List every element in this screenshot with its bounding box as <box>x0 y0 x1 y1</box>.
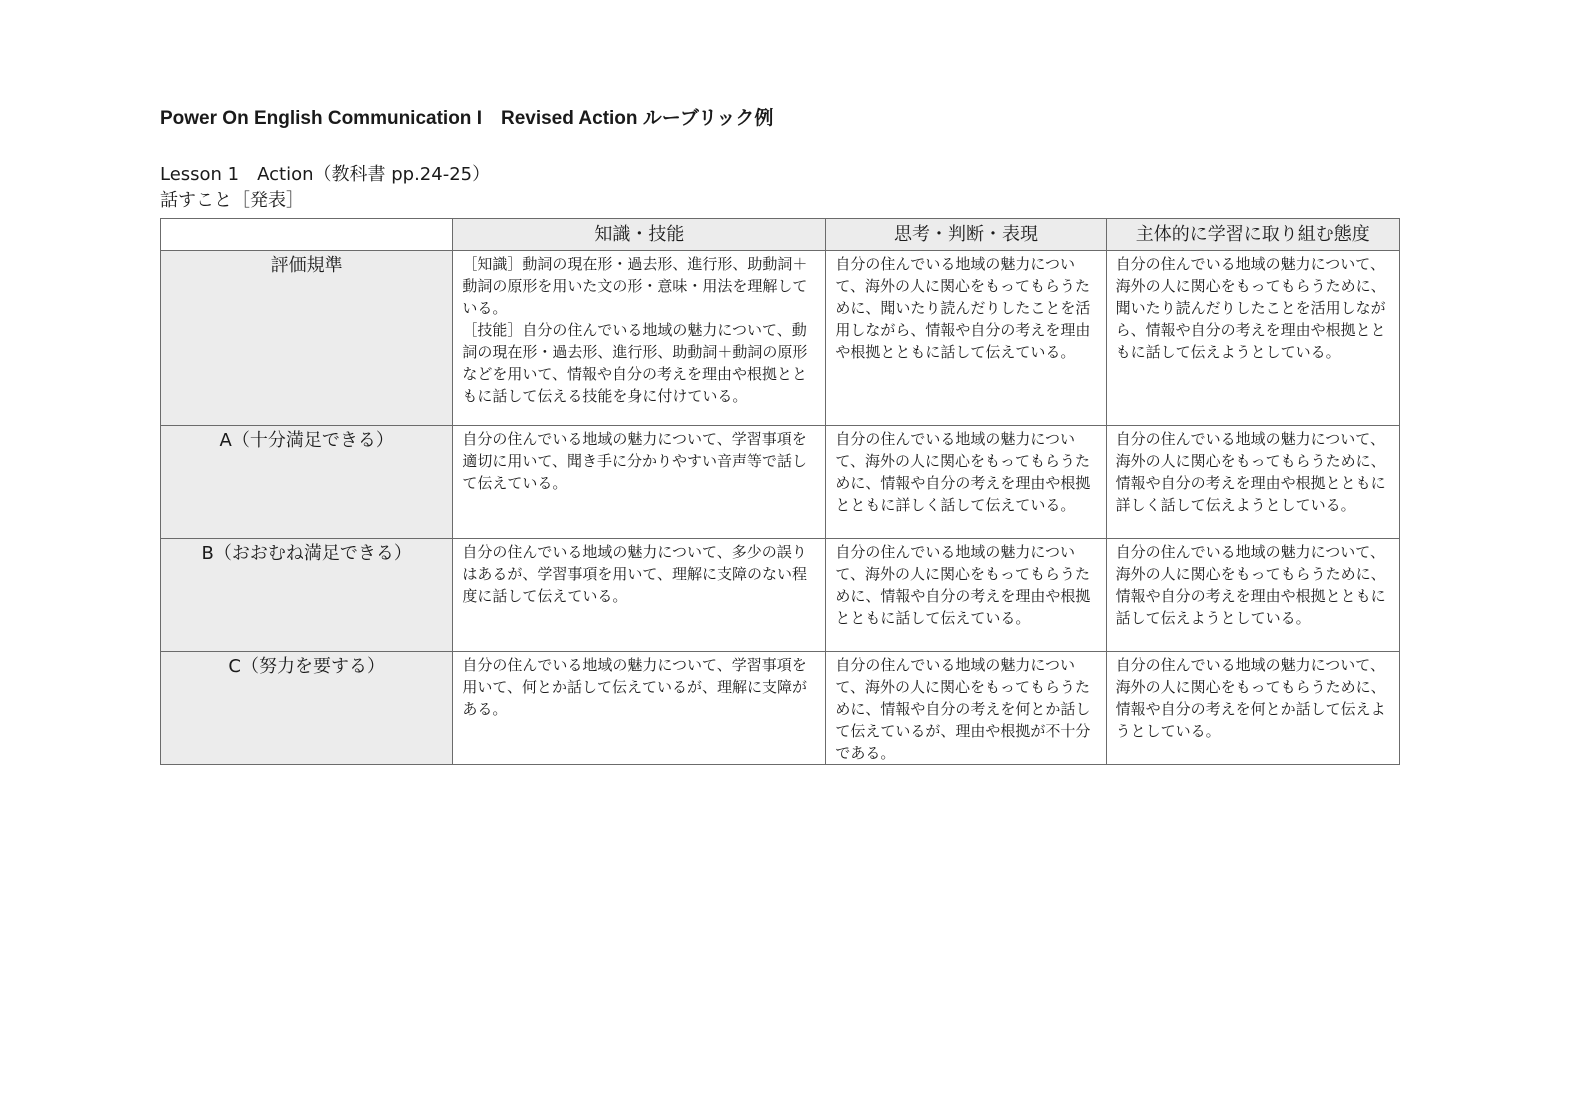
table-row-level-a <box>161 426 1400 539</box>
table-row-level-b <box>161 539 1400 652</box>
cell-a-attitude: 自分の住んでいる地域の魅力について、海外の人に関心をもってもらうために、情報や自分の考えを理由や根拠とともに詳しく話して伝えようとしている。 <box>1106 426 1399 539</box>
row-label-level-c: C（努力を要する） <box>161 652 453 765</box>
document-page <box>160 104 1400 765</box>
cell-b-knowledge: 自分の住んでいる地域の魅力について、多少の誤りはあるが、学習事項を用いて、理解に支障のない程度に話して伝えている。 <box>453 539 826 652</box>
row-label-level-a: A（十分満足できる） <box>161 426 453 539</box>
knowledge-paragraph: ［知識］動詞の現在形・過去形、進行形、助動詞＋動詞の原形を用いた文の形・意味・用法を理解している。 <box>462 255 808 317</box>
header-proactive-attitude: 主体的に学習に取り組む態度 <box>1106 219 1399 251</box>
cell-a-knowledge: 自分の住んでいる地域の魅力について、学習事項を適切に用いて、聞き手に分かりやすい音声等で話して伝えている。 <box>453 426 826 539</box>
cell-a-thinking: 自分の住んでいる地域の魅力について、海外の人に関心をもってもらうために、情報や自分の考えを理由や根拠とともに詳しく話して伝えている。 <box>826 426 1106 539</box>
header-thinking-judgment-expression: 思考・判断・表現 <box>826 219 1106 251</box>
rubric-table <box>160 218 1400 765</box>
skills-paragraph: ［技能］自分の住んでいる地域の魅力について、動詞の現在形・過去形、進行形、助動詞＋動詞の原形などを用いて、情報や自分の考えを理由や根拠とともに話して伝える技能を身に付けている。 <box>462 321 808 405</box>
skill-heading: 話すこと［発表］ <box>160 190 304 211</box>
lesson-heading: Lesson 1 Action（教科書 pp.24-25） <box>160 164 491 185</box>
rubric-header-row <box>161 219 1400 251</box>
table-row-criteria <box>161 251 1400 426</box>
cell-c-attitude: 自分の住んでいる地域の魅力について、海外の人に関心をもってもらうために、情報や自分の考えを何とか話して伝えようとしている。 <box>1106 652 1399 765</box>
table-row-level-c <box>161 652 1400 765</box>
cell-criteria-knowledge <box>453 251 826 426</box>
cell-b-attitude: 自分の住んでいる地域の魅力について、海外の人に関心をもってもらうために、情報や自分の考えを理由や根拠とともに話して伝えようとしている。 <box>1106 539 1399 652</box>
cell-c-thinking: 自分の住んでいる地域の魅力について、海外の人に関心をもってもらうために、情報や自分の考えを何とか話して伝えているが、理由や根拠が不十分である。 <box>826 652 1106 765</box>
cell-criteria-thinking: 自分の住んでいる地域の魅力について、海外の人に関心をもってもらうために、聞いたり読んだりしたことを活用しながら、情報や自分の考えを理由や根拠とともに話して伝えている。 <box>826 251 1106 426</box>
header-corner-cell <box>161 219 453 251</box>
cell-criteria-attitude: 自分の住んでいる地域の魅力について、海外の人に関心をもってもらうために、聞いたり読んだりしたことを活用しながら、情報や自分の考えを理由や根拠とともに話して伝えようとしている。 <box>1106 251 1399 426</box>
cell-c-knowledge: 自分の住んでいる地域の魅力について、学習事項を用いて、何とか話して伝えているが、理解に支障がある。 <box>453 652 826 765</box>
row-label-criteria: 評価規準 <box>161 251 453 426</box>
document-title: Power On English Communication I Revised Action ルーブリック例 <box>160 108 774 129</box>
row-label-level-b: B（おおむね満足できる） <box>161 539 453 652</box>
header-knowledge-skills: 知識・技能 <box>453 219 826 251</box>
cell-b-thinking: 自分の住んでいる地域の魅力について、海外の人に関心をもってもらうために、情報や自分の考えを理由や根拠とともに話して伝えている。 <box>826 539 1106 652</box>
